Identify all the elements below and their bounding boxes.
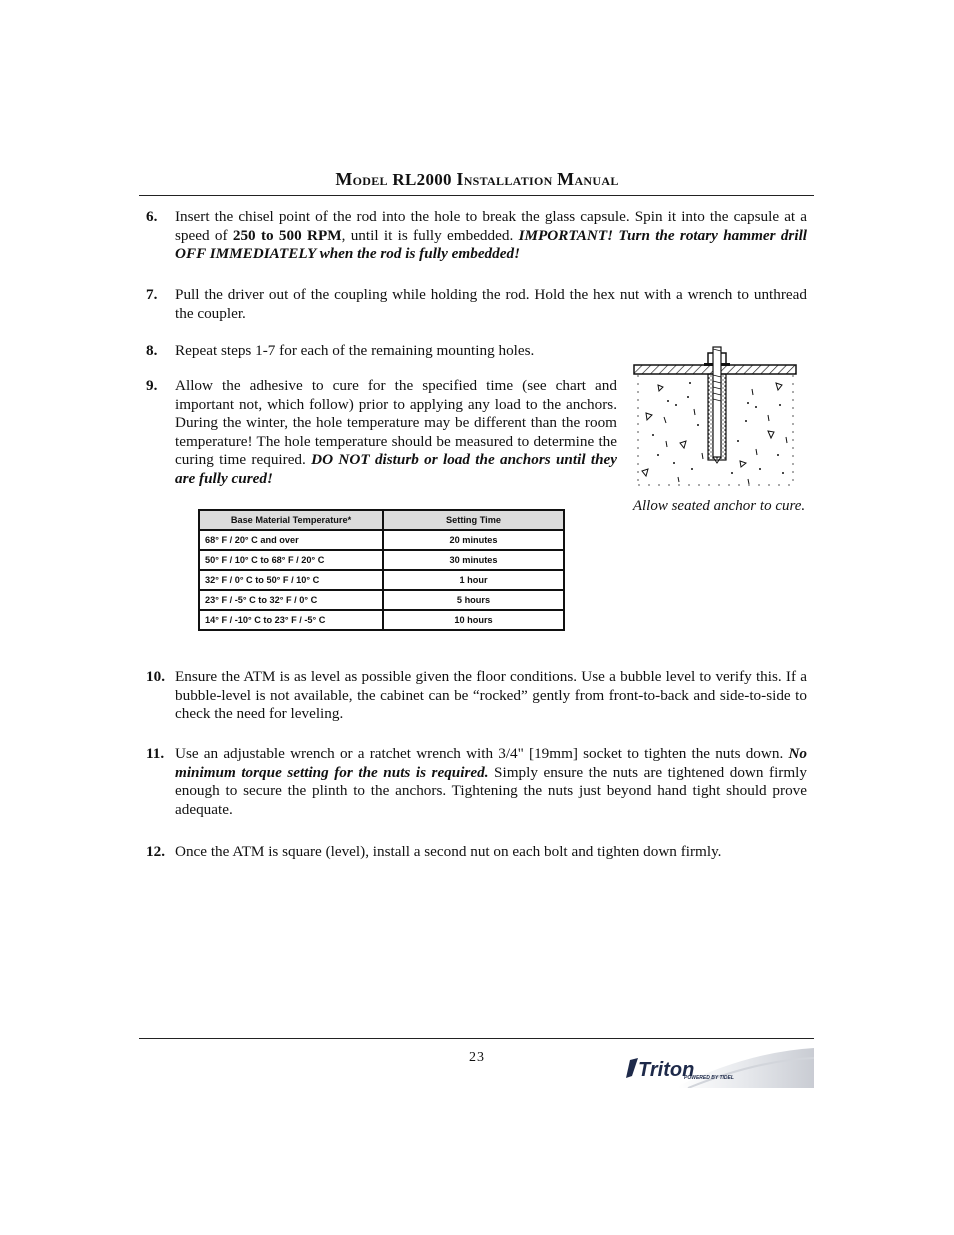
temperature-cell: 68° F / 20° C and over: [199, 530, 383, 550]
column-header-setting-time: Setting Time: [383, 510, 564, 530]
temperature-cell: 23° F / -5° C to 32° F / 0° C: [199, 590, 383, 610]
temperature-cell: 32° F / 0° C to 50° F / 10° C: [199, 570, 383, 590]
step-number: 11.: [146, 745, 165, 762]
step-text: Pull the driver out of the coupling while holding the rod. Hold the hex nut with a wrench to unthread the coupler.: [175, 286, 807, 322]
step-text: Repeat steps 1-7 for each of the remaining mounting holes.: [175, 342, 535, 359]
logo-text: Triton: [638, 1059, 695, 1081]
triton-logo: [618, 1046, 814, 1088]
page-number: 23: [469, 1050, 485, 1065]
setting-time-cell: 20 minutes: [383, 530, 564, 550]
setting-time-cell: 10 hours: [383, 610, 564, 630]
figure-caption: Allow seated anchor to cure.: [632, 498, 806, 514]
table-row: [199, 570, 564, 590]
logo-tagline: POWERED BY TIDEL: [684, 1075, 734, 1081]
step-number: 6.: [146, 208, 158, 225]
step-number: 10.: [146, 668, 165, 685]
table-header-row: [199, 510, 564, 530]
step-number: 7.: [146, 286, 158, 303]
step-text: Ensure the ATM is as level as possible given the floor conditions. Use a bubble level to verify this. If a bubble-level is not available, the cabinet can be “rocked” gently from front-to-back and side-to-side to check the need for leveling.: [175, 668, 807, 723]
setting-time-cell: 5 hours: [383, 590, 564, 610]
step-text: Use an adjustable wrench or a ratchet wrench with 3/4" [19mm] socket to tighten the nuts down. No minimum torque setting for the nuts is required. Simply ensure the nuts are tightened down firmly enough to secure the plinth to the anchors. Tightening the nuts just beyond hand tight should prove adequate.: [175, 745, 807, 818]
step-number: 8.: [146, 342, 158, 359]
table-row: [199, 610, 564, 630]
temperature-cell: 14° F / -10° C to 23° F / -5° C: [199, 610, 383, 630]
table-row: [199, 550, 564, 570]
table-row: [199, 590, 564, 610]
manual-title: Model RL2000 Installation Manual: [335, 169, 619, 189]
header-rule: [139, 195, 814, 196]
anchor-illustration: [628, 345, 800, 490]
setting-time-cell: 30 minutes: [383, 550, 564, 570]
step-number: 12.: [146, 843, 165, 860]
step-text: Allow the adhesive to cure for the specified time (see chart and important not, which follow) prior to applying any load to the anchors. During the winter, the hole temperature may be different than the room temperature! The hole temperature should be measured to determine the curing time required. DO NOT disturb or load the anchors until they are fully cured!: [175, 377, 617, 487]
curing-time-table: [198, 509, 565, 631]
step-text: Insert the chisel point of the rod into the hole to break the glass capsule. Spin it into the capsule at a speed of 250 to 500 RPM, until it is fully embedded. IMPORTANT! Turn the rotary hammer drill OFF IMMEDIATELY when the rod is fully embedded!: [175, 208, 808, 263]
step-text: Once the ATM is square (level), install a second nut on each bolt and tighten down firmly.: [175, 843, 722, 860]
footer-rule: [139, 1038, 814, 1039]
table-row: [199, 530, 564, 550]
temperature-cell: 50° F / 10° C to 68° F / 20° C: [199, 550, 383, 570]
column-header-temperature: Base Material Temperature*: [199, 510, 383, 530]
setting-time-cell: 1 hour: [383, 570, 564, 590]
step-number: 9.: [146, 377, 158, 394]
